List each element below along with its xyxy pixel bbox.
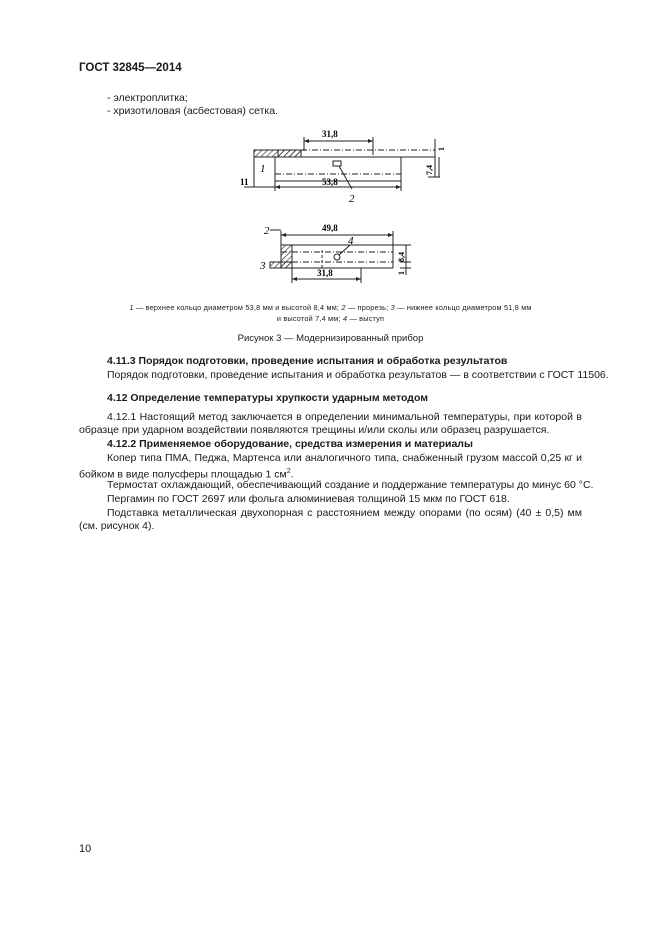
section-4-12-2-title: 4.12.2 Применяемое оборудование, средства измерения и материалы — [107, 438, 473, 450]
paragraph-pergamin: Пергамин по ГОСТ 2697 или фольга алюминиевая толщиной 15 мкм по ГОСТ 618. — [107, 493, 510, 505]
dim-side-1-top: 1 — [437, 147, 446, 151]
legend-text-3: — нижнее кольцо диаметром 51,8 мм — [394, 303, 532, 312]
p1-period: . — [290, 468, 294, 481]
label-3: 3 — [260, 260, 266, 272]
dim-top-31-8: 31,8 — [322, 129, 338, 139]
section-4-11-3-text: Порядок подготовки, проведение испытания и обработка результатов — в соответствии с ГОСТ 11506. — [107, 369, 609, 381]
page-number: 10 — [79, 843, 92, 855]
label-4: 4 — [348, 235, 354, 247]
paragraph-stand-line1: Подставка металлическая двухопорная с расстоянием между опорами (по осям) (40 ± 0,5) мм — [107, 507, 582, 519]
figure-caption: Рисунок 3 — Модернизированный прибор — [237, 333, 424, 344]
paragraph-pile-driver-line1: Копер типа ПМА, Педжа, Мартенса или аналогичного типа, снабженный грузом массой 0,25 кг и — [107, 452, 582, 464]
dim-bottom-31-8: 31,8 — [317, 268, 333, 278]
device-drawing — [230, 125, 450, 295]
p1-text: бойком в виде полусферы площадью 1 см — [79, 468, 287, 481]
dim-left-11: 11 — [240, 177, 249, 187]
figure-legend-line2 — [79, 313, 582, 324]
lower-ring-drawing — [270, 230, 411, 283]
legend-text-1: — верхнее кольцо диаметром 53,8 мм и высотой 8,4 мм; — [133, 303, 342, 312]
legend-text-2: — прорезь; — [345, 303, 391, 312]
list-item-electric-stove: - электроплитка; — [107, 92, 188, 104]
legend-text-4: и высотой 7,4 мм; — [276, 314, 343, 323]
paragraph-thermostat: Термостат охлаждающий, обеспечивающий создание и поддержание температуры до минус 60 °С. — [107, 479, 594, 491]
figure-legend-line1 — [79, 302, 582, 313]
legend-num-1: 1 — [129, 303, 134, 312]
list-item-asbestos-mesh: - хризотиловая (асбестовая) сетка. — [107, 105, 278, 117]
document-header: ГОСТ 32845—2014 — [79, 62, 182, 74]
section-4-12-1-line1: 4.12.1 Настоящий метод заключается в определении минимальной температуры, при которой в — [107, 411, 582, 423]
dim-side-7-4: 7,4 — [425, 165, 434, 175]
legend-num-2: 2 — [341, 303, 346, 312]
section-4-11-3-title: 4.11.3 Порядок подготовки, проведение испытания и обработка результатов — [107, 355, 508, 367]
label-2-bottom: 2 — [264, 225, 270, 237]
paragraph-stand-line2: (см. рисунок 4). — [79, 520, 155, 532]
section-4-12-1-line2: образце при ударном воздействии появляются трещины и/или сколы или образец разрушается. — [79, 424, 550, 436]
dim-side-1-bottom: 1 — [397, 271, 406, 275]
legend-num-3: 3 — [390, 303, 395, 312]
p1-superscript: 2 — [286, 468, 291, 475]
label-2-top: 2 — [349, 193, 355, 205]
section-4-12-title: 4.12 Определение температуры хрупкости ударным методом — [107, 392, 428, 404]
dim-bottom-53-8: 53,8 — [322, 177, 338, 187]
dim-top-49-8: 49,8 — [322, 223, 338, 233]
legend-num-4: 4 — [342, 314, 348, 323]
legend-text-5: — выступ — [347, 314, 385, 323]
upper-ring-drawing — [244, 137, 440, 191]
dim-side-8-4: 8,4 — [397, 252, 406, 262]
label-1: 1 — [260, 163, 266, 175]
